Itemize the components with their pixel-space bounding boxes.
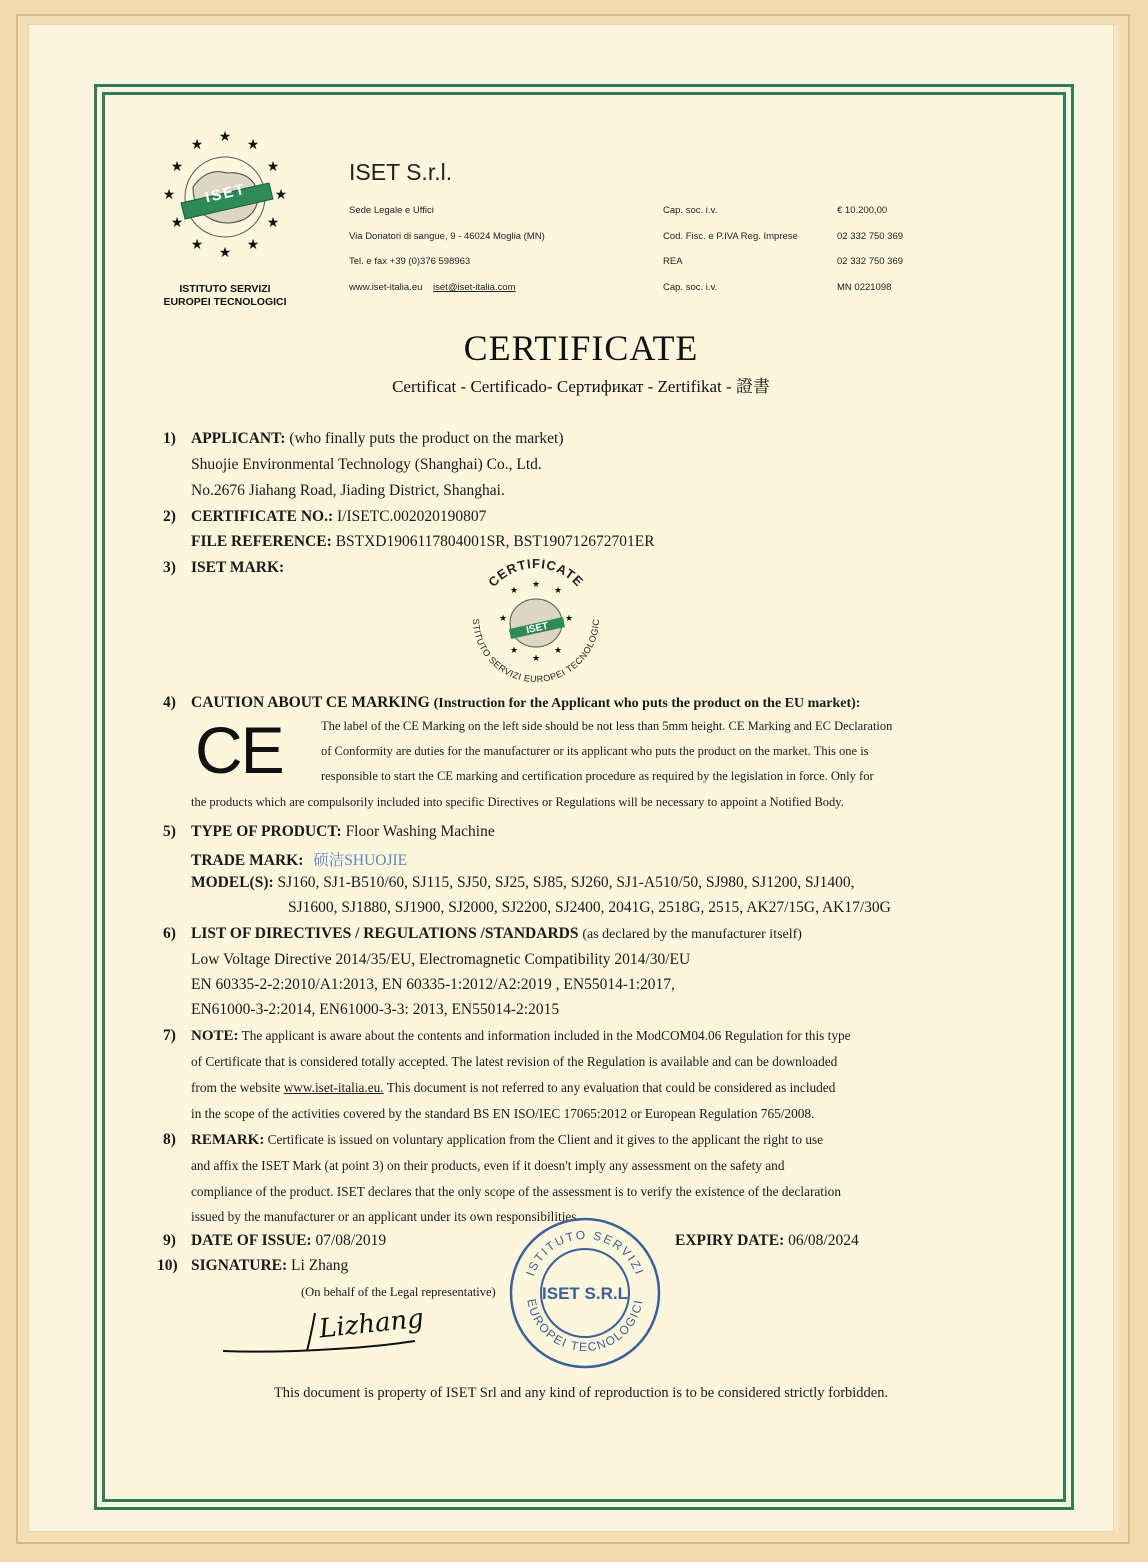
caution-label: CAUTION ABOUT CE MARKING — [191, 694, 430, 711]
stamp-bottom-text: STITUTO SERVIZI EUROPEI TECNOLOGIC — [470, 618, 602, 683]
info-value-1: € 10.200,00 — [837, 205, 888, 216]
section-1-number: 1) — [163, 430, 176, 447]
seal-center-text: ISET S.R.L — [542, 1284, 628, 1303]
svg-text:★: ★ — [218, 129, 232, 145]
note-line-4: in the scope of the activities covered by the standard BS EN ISO/IEC 17065:2012 or European Regulation 765/2008. — [191, 1106, 815, 1121]
directives-line-1: Low Voltage Directive 2014/35/EU, Electromagnetic Compatibility 2014/30/EU — [191, 951, 691, 968]
ce-mark-symbol: CE — [195, 713, 283, 787]
caution-note: (Instruction for the Applicant who puts the product on the EU market): — [433, 696, 861, 711]
certificate-number-label: CERTIFICATE NO.: — [191, 508, 334, 525]
remark-line-2: and affix the ISET Mark (at point 3) on their products, even if it doesn't imply any assessment on the safety and — [191, 1158, 785, 1173]
applicant-name: Shuojie Environmental Technology (Shanghai) Co., Ltd. — [191, 456, 542, 473]
address-line: Via Donatori di sangue, 9 - 46024 Moglia (MN) — [349, 231, 545, 242]
note-line-1-text: The applicant is aware about the contents and information included in the ModCOM04.06 Regulation for this type — [241, 1028, 851, 1043]
note-label: NOTE: — [191, 1028, 239, 1044]
file-reference-row — [191, 533, 655, 551]
note-line-1 — [191, 1028, 851, 1045]
svg-text:★: ★ — [553, 586, 563, 596]
section-7-number: 7) — [163, 1027, 176, 1044]
svg-text:★: ★ — [190, 137, 204, 153]
svg-text:★: ★ — [531, 654, 541, 664]
svg-text:★: ★ — [162, 187, 176, 203]
certificate-number-row — [191, 508, 486, 526]
trademark-value: 硕洁SHUOJIE — [313, 852, 408, 869]
svg-text:★: ★ — [509, 646, 519, 656]
directives-label: LIST OF DIRECTIVES / REGULATIONS /STANDARDS — [191, 925, 579, 942]
trademark-label: TRADE MARK: — [191, 852, 304, 869]
remark-line-3: compliance of the product. ISET declares that the only scope of the assessment is to verify the existence of the declaration — [191, 1184, 841, 1199]
section-2-number: 2) — [163, 508, 176, 525]
note-line-3-post: This document is not referred to any evaluation that could be considered as included — [386, 1080, 836, 1095]
certificate-number-value: I/ISETC.002020190807 — [337, 508, 487, 525]
seal-top-text: ISTITUTO SERVIZI — [523, 1227, 647, 1278]
info-value-2: 02 332 750 369 — [837, 231, 904, 242]
caution-heading — [191, 694, 860, 712]
caution-line-1: The label of the CE Marking on the left side should be not less than 5mm height. CE Marking and EC Declaration — [321, 719, 893, 733]
svg-text:★: ★ — [246, 237, 260, 253]
svg-text:★: ★ — [564, 614, 574, 624]
svg-text:★: ★ — [498, 614, 508, 624]
footer-notice: This document is property of ISET Srl and any kind of reproduction is to be considered strictly forbidden. — [273, 1385, 889, 1401]
info-label-2: Cod. Fisc. e P.IVA Reg. Imprese — [663, 231, 798, 242]
handwritten-signature — [215, 1295, 455, 1365]
section-8-number: 8) — [163, 1131, 176, 1148]
applicant-address: No.2676 Jiahang Road, Jiading District, Shanghai. — [191, 482, 505, 499]
iset-mark-stamp — [459, 557, 613, 683]
directives-heading — [191, 925, 802, 943]
note-website-link[interactable]: www.iset-italia.eu. — [283, 1080, 384, 1095]
company-name: ISET S.r.l. — [349, 159, 453, 185]
section-6-number: 6) — [163, 925, 176, 942]
section-5-number: 5) — [163, 823, 176, 840]
logo-caption — [145, 283, 305, 309]
svg-text:★: ★ — [218, 245, 232, 261]
applicant-heading — [191, 430, 564, 448]
models-line-1: SJ160, SJ1-B510/60, SJ115, SJ50, SJ25, SJ85, SJ260, SJ1-A510/50, SJ980, SJ1200, SJ1400, — [277, 874, 855, 891]
certificate-subtitle: Certificat - Certificado- Сертификат - Zertifikat - 證書 — [392, 377, 770, 396]
certificate-document — [102, 92, 1066, 1502]
note-line-3 — [191, 1080, 835, 1096]
remark-line-1 — [191, 1132, 823, 1149]
signature-script: Lizhang — [317, 1303, 426, 1345]
expiry-date-value: 06/08/2024 — [788, 1232, 859, 1249]
phone: Tel. e fax +39 (0)376 598963 — [349, 256, 471, 267]
svg-text:★: ★ — [170, 215, 184, 231]
svg-text:★: ★ — [553, 646, 563, 656]
svg-text:★: ★ — [531, 580, 541, 590]
section-3-number: 3) — [163, 559, 176, 576]
product-type-row — [191, 823, 495, 841]
certificate-title: CERTIFICATE — [463, 328, 699, 368]
signature-name: Li Zhang — [291, 1257, 349, 1274]
section-9-number: 9) — [163, 1232, 176, 1249]
svg-text:ISTITUTO SERVIZI — [523, 1228, 647, 1278]
expiry-date-row — [675, 1232, 859, 1250]
info-label-4: Cap. soc. i.v. — [663, 282, 718, 293]
logo-wordmark: ISET — [203, 180, 248, 207]
signature-label: SIGNATURE: — [191, 1257, 288, 1274]
file-reference-value: BSTXD1906117804001SR, BST190712672701ER — [335, 533, 655, 550]
website-link[interactable]: www.iset-italia.eu — [349, 282, 423, 293]
caution-line-4: the products which are compulsorily included into specific Directives or Regulations will be necessary to appoint a Notified Body. — [191, 795, 844, 809]
iset-seal — [505, 1213, 665, 1373]
svg-text:★: ★ — [246, 137, 260, 153]
issue-date-row — [191, 1232, 386, 1250]
expiry-date-label: EXPIRY DATE: — [675, 1232, 785, 1249]
models-label: MODEL(S): — [191, 874, 274, 891]
svg-text:★: ★ — [266, 215, 280, 231]
info-label-3: REA — [663, 256, 683, 267]
models-line-2: SJ1600, SJ1880, SJ1900, SJ2000, SJ2200, SJ2400, 2041G, 2518G, 2515, AK27/15G, AK17/30G — [288, 899, 891, 916]
svg-text:★: ★ — [266, 159, 280, 175]
stamp-top-text: CERTIFICATE — [485, 557, 587, 590]
trademark-row — [191, 848, 407, 870]
email-link[interactable]: iset@iset-italia.com — [433, 282, 516, 293]
directives-note: (as declared by the manufacturer itself) — [582, 927, 802, 942]
file-reference-label: FILE REFERENCE: — [191, 533, 332, 550]
applicant-label: APPLICANT: — [191, 430, 286, 447]
caution-line-3: responsible to start the CE marking and certification procedure as required by the legislation in force. Only for — [321, 769, 874, 783]
stamp-logo-text: ISET — [525, 620, 550, 637]
svg-text:★: ★ — [170, 159, 184, 175]
directives-line-3: EN61000-3-2:2014, EN61000-3-3: 2013, EN55014-2:2015 — [191, 1001, 560, 1018]
logo-caption-line-2: EUROPEI TECNOLOGICI — [163, 296, 287, 308]
section-10-number: 10) — [157, 1257, 178, 1274]
svg-text:★: ★ — [509, 586, 519, 596]
seal-bottom-text: EUROPEI TECNOLOGICI — [524, 1297, 646, 1355]
section-4-number: 4) — [163, 694, 176, 711]
iset-mark-label: ISET MARK: — [191, 559, 285, 576]
iset-logo — [157, 127, 293, 267]
svg-text:★: ★ — [190, 237, 204, 253]
product-type-value: Floor Washing Machine — [345, 823, 495, 840]
product-type-label: TYPE OF PRODUCT: — [191, 823, 342, 840]
remark-line-4: issued by the manufacturer or an applicant under its own responsibilities. — [191, 1209, 580, 1224]
note-line-2: of Certificate that is considered totally accepted. The latest revision of the Regulation is available and can be downloaded — [191, 1054, 838, 1069]
models-row — [191, 874, 855, 892]
info-value-3: 02 332 750 369 — [837, 256, 904, 267]
info-value-4: MN 0221098 — [837, 282, 892, 293]
issue-date-label: DATE OF ISSUE: — [191, 1232, 312, 1249]
remark-line-1-text: Certificate is issued on voluntary application from the Client and it gives to the applicant the right to use — [267, 1132, 824, 1147]
directives-line-2: EN 60335-2-2:2010/A1:2013, EN 60335-1:2012/A2:2019 , EN55014-1:2017, — [191, 976, 675, 993]
remark-label: REMARK: — [191, 1132, 265, 1148]
applicant-note: (who finally puts the product on the market) — [289, 430, 564, 447]
caution-line-2: of Conformity are duties for the manufacturer or its applicant who puts the product on the market. This one is — [321, 744, 869, 758]
note-line-3-pre: from the website — [191, 1080, 281, 1095]
logo-caption-line-1: ISTITUTO SERVIZI — [179, 283, 271, 295]
signature-on-behalf: (On behalf of the Legal representative) — [301, 1285, 496, 1299]
issue-date-value: 07/08/2019 — [315, 1232, 387, 1249]
iset-mark-graphic — [459, 557, 613, 683]
info-label-1: Cap. soc. i.v. — [663, 205, 718, 216]
svg-text:★: ★ — [274, 187, 288, 203]
seal-graphic — [505, 1213, 665, 1373]
contact-line — [349, 282, 516, 293]
signature-row — [191, 1257, 348, 1275]
address-title: Sede Legale e Uffici — [349, 205, 434, 216]
